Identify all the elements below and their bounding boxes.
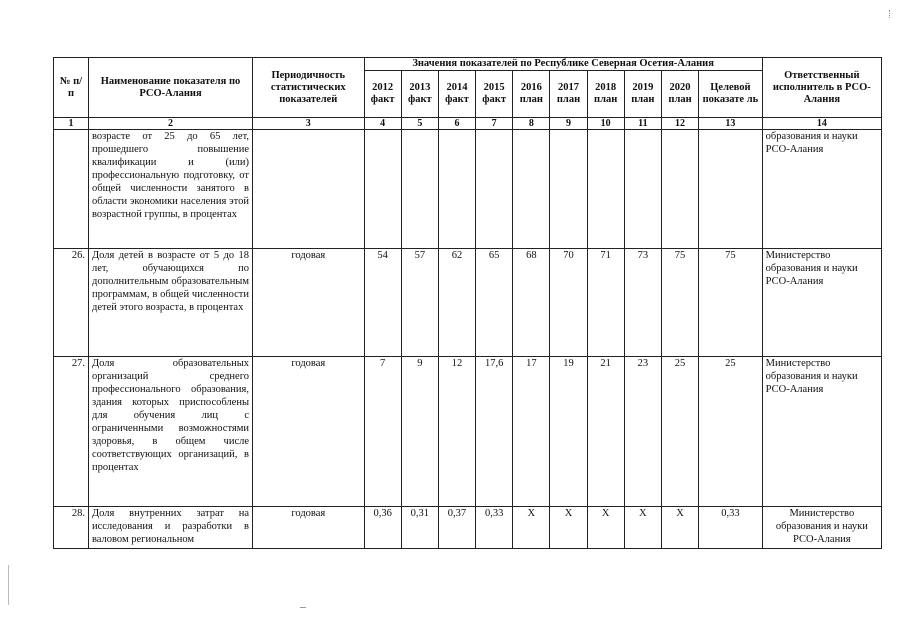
column-number: 1: [54, 118, 89, 130]
header-year: 2017 план: [550, 71, 587, 118]
value-cell: [587, 130, 624, 249]
column-number: 8: [513, 118, 550, 130]
column-number: 14: [762, 118, 881, 130]
table-row: [54, 130, 882, 249]
value-cell: 68: [513, 249, 550, 357]
periodicity-cell: годовая: [253, 507, 365, 549]
responsible-cell: Министерство образования и науки РСО-Алания: [762, 507, 881, 549]
header-responsible: Ответственный исполнитель в РСО-Алания: [762, 58, 881, 118]
value-cell: 57: [401, 249, 438, 357]
value-cell: [513, 130, 550, 249]
column-number: 10: [587, 118, 624, 130]
header-values-group: Значения показателей по Республике Северная Осетия-Алания: [364, 58, 762, 71]
responsible-cell: Министерство образования и науки РСО-Алания: [762, 357, 881, 507]
indicator-name: возрасте от 25 до 65 лет, прошедшего повышение квалификации и (или) профессиональную подготовку, от общей численности занятого в области экономики населения этой возрастной группы, в процентах: [88, 130, 252, 249]
header-year: 2015 факт: [476, 71, 513, 118]
scan-edge-line: [8, 565, 9, 605]
value-cell: 21: [587, 357, 624, 507]
header-year: 2018 план: [587, 71, 624, 118]
value-cell: 54: [364, 249, 401, 357]
indicators-table: [53, 57, 882, 549]
scan-dot: [300, 607, 306, 608]
value-cell: X: [550, 507, 587, 549]
column-number: 7: [476, 118, 513, 130]
header-year: 2020 план: [661, 71, 698, 118]
table-row: [54, 507, 882, 549]
column-number: 11: [624, 118, 661, 130]
row-number: 27.: [54, 357, 89, 507]
row-number: 28.: [54, 507, 89, 549]
header-target: Целевой показате ль: [699, 71, 763, 118]
column-number: 6: [438, 118, 475, 130]
value-cell: X: [513, 507, 550, 549]
periodicity-cell: [253, 130, 365, 249]
value-cell: 17,6: [476, 357, 513, 507]
header-name: Наименование показателя по РСО-Алания: [88, 58, 252, 118]
value-cell: 0,33: [476, 507, 513, 549]
value-cell: [476, 130, 513, 249]
column-numbers-row: [54, 118, 882, 130]
value-cell: 0,36: [364, 507, 401, 549]
value-cell: 75: [661, 249, 698, 357]
edge-mark: [889, 10, 891, 18]
value-cell: 0,37: [438, 507, 475, 549]
value-cell: [438, 130, 475, 249]
value-cell: 7: [364, 357, 401, 507]
periodicity-cell: годовая: [253, 357, 365, 507]
header-year: 2019 план: [624, 71, 661, 118]
column-number: 13: [699, 118, 763, 130]
value-cell: 62: [438, 249, 475, 357]
table-row: [54, 357, 882, 507]
column-number: 2: [88, 118, 252, 130]
header-year: 2016 план: [513, 71, 550, 118]
indicator-name: Доля образовательных организаций среднего профессионального образования, здания которых приспособлены для обучения лиц с ограниченными возможностями здоровья, в общем числе соответствующих организаций, в процентах: [88, 357, 252, 507]
header-no: № п/п: [54, 58, 89, 118]
value-cell: 0,31: [401, 507, 438, 549]
value-cell: 17: [513, 357, 550, 507]
value-cell: 70: [550, 249, 587, 357]
value-cell: 65: [476, 249, 513, 357]
header-year: 2013 факт: [401, 71, 438, 118]
target-cell: 0,33: [699, 507, 763, 549]
target-cell: 75: [699, 249, 763, 357]
value-cell: [550, 130, 587, 249]
value-cell: X: [587, 507, 624, 549]
responsible-cell: Министерство образования и науки РСО-Алания: [762, 249, 881, 357]
column-number: 5: [401, 118, 438, 130]
header-periodicity: Периодичность статистических показателей: [253, 58, 365, 118]
target-cell: 25: [699, 357, 763, 507]
header-year: 2012 факт: [364, 71, 401, 118]
value-cell: [401, 130, 438, 249]
column-number: 9: [550, 118, 587, 130]
value-cell: [624, 130, 661, 249]
value-cell: [661, 130, 698, 249]
indicator-name: Доля детей в возрасте от 5 до 18 лет, обучающихся по дополнительным образовательным программам, в общей численности детей этого возраста, в процентах: [88, 249, 252, 357]
responsible-cell: образования и науки РСО-Алания: [762, 130, 881, 249]
value-cell: X: [661, 507, 698, 549]
value-cell: 19: [550, 357, 587, 507]
value-cell: 12: [438, 357, 475, 507]
target-cell: [699, 130, 763, 249]
value-cell: [364, 130, 401, 249]
row-number: [54, 130, 89, 249]
value-cell: 71: [587, 249, 624, 357]
value-cell: 23: [624, 357, 661, 507]
periodicity-cell: годовая: [253, 249, 365, 357]
row-number: 26.: [54, 249, 89, 357]
header-year: 2014 факт: [438, 71, 475, 118]
value-cell: 73: [624, 249, 661, 357]
indicator-name: Доля внутренних затрат на исследования и разработки в валовом региональном: [88, 507, 252, 549]
column-number: 4: [364, 118, 401, 130]
value-cell: 9: [401, 357, 438, 507]
table-row: [54, 249, 882, 357]
value-cell: 25: [661, 357, 698, 507]
column-number: 3: [253, 118, 365, 130]
column-number: 12: [661, 118, 698, 130]
value-cell: X: [624, 507, 661, 549]
